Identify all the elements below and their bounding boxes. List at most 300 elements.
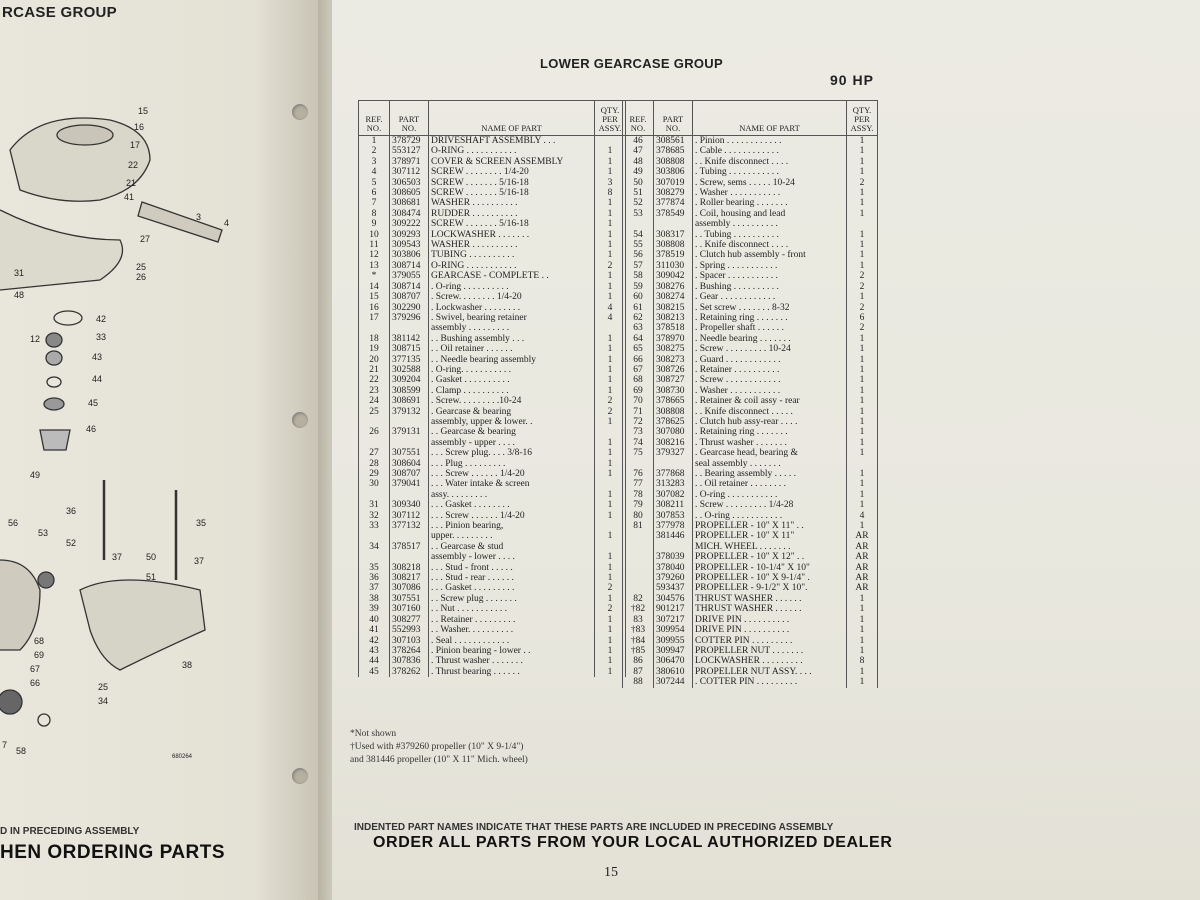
- part-no: 379041: [390, 479, 429, 489]
- table-row: [359, 375, 626, 385]
- part-no: 308604: [390, 459, 429, 469]
- ref-no: [359, 417, 390, 427]
- part-no: 308275: [654, 344, 693, 354]
- qty: 1: [595, 469, 626, 479]
- part-no: 378518: [654, 323, 693, 333]
- ref-no: 55: [623, 240, 654, 250]
- table-row: [359, 313, 626, 323]
- ref-no: 33: [359, 521, 390, 531]
- part-name: . Screw. . . . . . . . .10-24: [429, 396, 595, 406]
- ref-no: 21: [359, 365, 390, 375]
- header-name: NAME OF PART: [429, 101, 595, 136]
- qty: 1: [847, 677, 878, 687]
- qty: 1: [847, 604, 878, 614]
- table-row: [623, 240, 878, 250]
- ref-no: 61: [623, 303, 654, 313]
- part-name: PROPELLER NUT . . . . . . .: [693, 646, 847, 656]
- qty: 1: [847, 490, 878, 500]
- qty: 1: [847, 417, 878, 427]
- part-name: . Clutch hub assembly - front: [693, 250, 847, 260]
- qty: 1: [595, 438, 626, 448]
- part-name: . . . Screw . . . . . . 1/4-20: [429, 469, 595, 479]
- part-name: . . . Stud - rear . . . . . .: [429, 573, 595, 583]
- part-no: 308273: [654, 355, 693, 365]
- table-row: [359, 157, 626, 167]
- table-row: [359, 583, 626, 593]
- qty: 1: [847, 427, 878, 437]
- part-no: 379327: [654, 448, 693, 458]
- qty: 1: [847, 188, 878, 198]
- part-no: 901217: [654, 604, 693, 614]
- ref-no: 70: [623, 396, 654, 406]
- part-name: . . . Water intake & screen: [429, 479, 595, 489]
- table-row: [623, 230, 878, 240]
- table-row: [359, 178, 626, 188]
- part-name: . Pinion . . . . . . . . . . . .: [693, 136, 847, 147]
- table-row: [623, 636, 878, 646]
- qty: 1: [847, 334, 878, 344]
- part-no: 307082: [654, 490, 693, 500]
- part-no: [390, 490, 429, 500]
- table-row: [623, 427, 878, 437]
- part-name: . Screw . . . . . . . . . 1/4-28: [693, 500, 847, 510]
- table-row: [359, 261, 626, 271]
- qty: 1: [847, 157, 878, 167]
- qty: 1: [595, 386, 626, 396]
- ref-no: 19: [359, 344, 390, 354]
- table-row: [359, 604, 626, 614]
- qty: 1: [595, 667, 626, 677]
- part-no: 307836: [390, 656, 429, 666]
- part-name: . Spacer . . . . . . . . . . .: [693, 271, 847, 281]
- part-name: . Set screw . . . . . . . 8-32: [693, 303, 847, 313]
- part-no: 308213: [654, 313, 693, 323]
- table-row: [359, 250, 626, 260]
- qty: 1: [847, 469, 878, 479]
- ref-no: 78: [623, 490, 654, 500]
- part-name: DRIVESHAFT ASSEMBLY . . .: [429, 136, 595, 147]
- ref-no: 56: [623, 250, 654, 260]
- parts-table-left: [358, 100, 626, 677]
- table-row: [359, 469, 626, 479]
- svg-text:48: 48: [14, 290, 25, 300]
- part-name: . Tubing . . . . . . . . . . .: [693, 167, 847, 177]
- qty: 1: [595, 365, 626, 375]
- table-row: [623, 604, 878, 614]
- part-no: [390, 531, 429, 541]
- svg-text:56: 56: [8, 518, 19, 528]
- part-no: 308808: [654, 407, 693, 417]
- part-no: 307080: [654, 427, 693, 437]
- ref-no: 60: [623, 292, 654, 302]
- qty: 2: [595, 261, 626, 271]
- svg-text:36: 36: [66, 506, 77, 516]
- svg-text:26: 26: [136, 272, 147, 282]
- ref-no: 72: [623, 417, 654, 427]
- part-name: . Thrust washer . . . . . . .: [693, 438, 847, 448]
- table-row: [359, 573, 626, 583]
- part-name: . COTTER PIN . . . . . . . . .: [693, 677, 847, 687]
- part-name: . Clutch hub assy-rear . . . .: [693, 417, 847, 427]
- qty: [595, 479, 626, 489]
- svg-text:37: 37: [194, 556, 205, 566]
- table-row: [623, 552, 878, 562]
- part-no: 308605: [390, 188, 429, 198]
- ref-no: 15: [359, 292, 390, 302]
- ref-no: 59: [623, 282, 654, 292]
- binder-hole: [292, 412, 308, 428]
- qty: 8: [595, 188, 626, 198]
- table-row: [623, 396, 878, 406]
- part-name: . Retaining ring . . . . . . .: [693, 313, 847, 323]
- qty: 6: [847, 313, 878, 323]
- table-row: [623, 167, 878, 177]
- part-name: . Thrust bearing . . . . . .: [429, 667, 595, 677]
- qty: 1: [595, 282, 626, 292]
- qty: 1: [847, 240, 878, 250]
- part-name: . O-ring . . . . . . . . . .: [429, 282, 595, 292]
- qty: 1: [595, 219, 626, 229]
- ref-no: 38: [359, 594, 390, 604]
- part-no: 378262: [390, 667, 429, 677]
- qty: 1: [847, 375, 878, 385]
- part-name: . . Gearcase & stud: [429, 542, 595, 552]
- ref-no: 45: [359, 667, 390, 677]
- ref-no: 35: [359, 563, 390, 573]
- part-name: PROPELLER - 10" X 9-1/4" .: [693, 573, 847, 583]
- footnote-not-shown: *Not shown: [350, 729, 397, 739]
- part-name: . . Oil retainer . . . . . . . .: [693, 479, 847, 489]
- ref-no: 5: [359, 178, 390, 188]
- table-row: [359, 188, 626, 198]
- part-name: . Gearcase head, bearing &: [693, 448, 847, 458]
- part-no: 308715: [390, 344, 429, 354]
- svg-text:50: 50: [146, 552, 157, 562]
- ref-no: †84: [623, 636, 654, 646]
- part-name: . Roller bearing . . . . . . .: [693, 198, 847, 208]
- right-page: [332, 0, 1200, 900]
- table-row: [623, 261, 878, 271]
- table-row: [359, 459, 626, 469]
- qty: 1: [847, 521, 878, 531]
- qty: 1: [595, 511, 626, 521]
- part-no: 378040: [654, 563, 693, 573]
- qty: 2: [847, 303, 878, 313]
- part-name: . . . Plug . . . . . . . . .: [429, 459, 595, 469]
- ref-no: [623, 459, 654, 469]
- ref-no: 88: [623, 677, 654, 687]
- qty: 1: [847, 386, 878, 396]
- part-name: . . Gearcase & bearing: [429, 427, 595, 437]
- part-name: . . Oil retainer . . . . . .: [429, 344, 595, 354]
- table-row: [359, 594, 626, 604]
- part-no: 306503: [390, 178, 429, 188]
- qty: 4: [595, 313, 626, 323]
- table-row: [359, 636, 626, 646]
- qty: 1: [595, 271, 626, 281]
- ref-no: 73: [623, 427, 654, 437]
- svg-text:43: 43: [92, 352, 103, 362]
- qty: 1: [595, 375, 626, 385]
- part-name: . Seal . . . . . . . . . . . .: [429, 636, 595, 646]
- part-no: [654, 459, 693, 469]
- part-name: . . . Screw . . . . . . 1/4-20: [429, 511, 595, 521]
- part-no: 308561: [654, 136, 693, 147]
- part-no: 378729: [390, 136, 429, 147]
- part-name: . Gasket . . . . . . . . . .: [429, 375, 595, 385]
- table-row: [359, 438, 626, 448]
- ref-no: 75: [623, 448, 654, 458]
- ref-no: 17: [359, 313, 390, 323]
- table-row: [623, 500, 878, 510]
- qty: AR: [847, 573, 878, 583]
- part-no: 308211: [654, 500, 693, 510]
- part-no: 308808: [654, 157, 693, 167]
- ref-no: 2: [359, 146, 390, 156]
- part-name: assembly - lower . . . .: [429, 552, 595, 562]
- page-number: 15: [604, 865, 618, 880]
- part-name: WASHER . . . . . . . . . .: [429, 198, 595, 208]
- part-no: 309340: [390, 500, 429, 510]
- part-no: [654, 219, 693, 229]
- ref-no: 9: [359, 219, 390, 229]
- qty: 1: [595, 531, 626, 541]
- ref-no: 42: [359, 636, 390, 646]
- qty: 1: [847, 667, 878, 677]
- part-no: 377868: [654, 469, 693, 479]
- part-no: 381446: [654, 531, 693, 541]
- qty: 1: [847, 167, 878, 177]
- ref-no: 26: [359, 427, 390, 437]
- table-row: [359, 209, 626, 219]
- qty: AR: [847, 563, 878, 573]
- part-no: 378665: [654, 396, 693, 406]
- part-name: assembly . . . . . . . . . .: [693, 219, 847, 229]
- ref-no: 41: [359, 625, 390, 635]
- table-row: [359, 427, 626, 437]
- part-no: 303806: [654, 167, 693, 177]
- parts-table-right: [622, 100, 878, 688]
- svg-text:53: 53: [38, 528, 49, 538]
- header-ref: REF. NO.: [623, 101, 654, 136]
- part-name: . . Screw plug . . . . . . .: [429, 594, 595, 604]
- ref-no: 6: [359, 188, 390, 198]
- horsepower-label: 90 HP: [830, 72, 874, 88]
- svg-text:35: 35: [196, 518, 207, 528]
- ref-no: 66: [623, 355, 654, 365]
- qty: 1: [847, 479, 878, 489]
- ref-no: 53: [623, 209, 654, 219]
- table-row: [359, 303, 626, 313]
- part-no: 302588: [390, 365, 429, 375]
- part-no: [390, 438, 429, 448]
- ref-no: 79: [623, 500, 654, 510]
- ref-no: 3: [359, 157, 390, 167]
- table-row: [359, 479, 626, 489]
- ref-no: 43: [359, 646, 390, 656]
- table-row: [623, 303, 878, 313]
- part-name: . Screw . . . . . . . . . 10-24: [693, 344, 847, 354]
- qty: 4: [595, 303, 626, 313]
- part-no: 380610: [654, 667, 693, 677]
- qty: [595, 542, 626, 552]
- ref-no: 62: [623, 313, 654, 323]
- table-row: [359, 490, 626, 500]
- ref-no: 39: [359, 604, 390, 614]
- part-no: 308277: [390, 615, 429, 625]
- qty: 1: [847, 146, 878, 156]
- part-name: . . Nut . . . . . . . . . . .: [429, 604, 595, 614]
- qty: 1: [847, 344, 878, 354]
- part-name: . Screw. . . . . . . . 1/4-20: [429, 292, 595, 302]
- part-no: 552993: [390, 625, 429, 635]
- ref-no: 57: [623, 261, 654, 271]
- table-row: [359, 240, 626, 250]
- part-name: . Needle bearing . . . . . . .: [693, 334, 847, 344]
- svg-text:21: 21: [126, 178, 137, 188]
- qty: 4: [847, 511, 878, 521]
- ref-no: 29: [359, 469, 390, 479]
- qty: 3: [595, 178, 626, 188]
- qty: [595, 136, 626, 147]
- part-no: 308730: [654, 386, 693, 396]
- part-no: 553127: [390, 146, 429, 156]
- table-row: [623, 271, 878, 281]
- qty: 1: [847, 292, 878, 302]
- ref-no: [623, 583, 654, 593]
- part-no: 307112: [390, 167, 429, 177]
- ref-no: 13: [359, 261, 390, 271]
- table-row: [359, 136, 626, 147]
- ref-no: 34: [359, 542, 390, 552]
- part-name: . . . Stud - front . . . . .: [429, 563, 595, 573]
- table-row: [623, 313, 878, 323]
- ref-no: 82: [623, 594, 654, 604]
- table-row: [623, 459, 878, 469]
- ref-no: 52: [623, 198, 654, 208]
- ref-no: †85: [623, 646, 654, 656]
- part-no: 379131: [390, 427, 429, 437]
- part-name: . Retainer & coil assy - rear: [693, 396, 847, 406]
- qty: 1: [847, 646, 878, 656]
- part-no: 379132: [390, 407, 429, 417]
- part-no: 378625: [654, 417, 693, 427]
- ref-no: 20: [359, 355, 390, 365]
- qty: 1: [595, 615, 626, 625]
- header-part: PART NO.: [654, 101, 693, 136]
- table-row: [623, 490, 878, 500]
- part-no: 377132: [390, 521, 429, 531]
- table-row: [623, 355, 878, 365]
- table-row: [359, 365, 626, 375]
- table-row: [623, 334, 878, 344]
- table-row: [623, 365, 878, 375]
- table-row: [359, 198, 626, 208]
- table-row: [623, 219, 878, 229]
- ref-no: [359, 490, 390, 500]
- table-row: [359, 355, 626, 365]
- table-row: [359, 167, 626, 177]
- ref-no: 87: [623, 667, 654, 677]
- ref-no: [623, 219, 654, 229]
- ref-no: 22: [359, 375, 390, 385]
- part-no: 378519: [654, 250, 693, 260]
- ref-no: †83: [623, 625, 654, 635]
- part-no: 377135: [390, 355, 429, 365]
- qty: 2: [595, 604, 626, 614]
- qty: 1: [847, 448, 878, 458]
- binder-hole: [292, 768, 308, 784]
- qty: 1: [595, 625, 626, 635]
- qty: [595, 323, 626, 333]
- part-name: . . . Gasket . . . . . . . .: [429, 500, 595, 510]
- svg-text:69: 69: [34, 650, 45, 660]
- part-name: GEARCASE - COMPLETE . .: [429, 271, 595, 281]
- part-no: 308707: [390, 469, 429, 479]
- qty: 1: [847, 136, 878, 147]
- svg-text:46: 46: [86, 424, 97, 434]
- ref-no: 30: [359, 479, 390, 489]
- part-name: THRUST WASHER . . . . . .: [693, 594, 847, 604]
- table-row: [623, 292, 878, 302]
- qty: 1: [595, 250, 626, 260]
- svg-text:3: 3: [196, 212, 202, 222]
- ref-no: [623, 542, 654, 552]
- part-no: 379055: [390, 271, 429, 281]
- ref-no: 46: [623, 136, 654, 147]
- part-no: 377978: [654, 521, 693, 531]
- qty: 1: [595, 490, 626, 500]
- part-no: 308218: [390, 563, 429, 573]
- table-row: [623, 146, 878, 156]
- svg-text:7: 7: [2, 740, 8, 750]
- part-name: COVER & SCREEN ASSEMBLY: [429, 157, 595, 167]
- part-name: assy. . . . . . . . .: [429, 490, 595, 500]
- binder-hole: [292, 104, 308, 120]
- ref-no: 50: [623, 178, 654, 188]
- ref-no: 25: [359, 407, 390, 417]
- ref-no: 68: [623, 375, 654, 385]
- svg-text:52: 52: [66, 538, 77, 548]
- table-row: [359, 146, 626, 156]
- table-row: [359, 563, 626, 573]
- qty: AR: [847, 552, 878, 562]
- part-name: WASHER . . . . . . . . . .: [429, 240, 595, 250]
- table-row: [359, 334, 626, 344]
- table-row: [359, 407, 626, 417]
- ref-no: 28: [359, 459, 390, 469]
- table-row: [359, 417, 626, 427]
- svg-text:12: 12: [30, 334, 41, 344]
- ref-no: [623, 563, 654, 573]
- part-name: . Clamp . . . . . . . . . .: [429, 386, 595, 396]
- part-name: SCREW . . . . . . . 5/16-18: [429, 219, 595, 229]
- part-name: . Spring . . . . . . . . . . .: [693, 261, 847, 271]
- ref-no: 31: [359, 500, 390, 510]
- qty: 1: [847, 198, 878, 208]
- ref-no: 16: [359, 303, 390, 313]
- part-name: O-RING . . . . . . . . . . .: [429, 261, 595, 271]
- qty: 1: [847, 209, 878, 219]
- part-name: . Guard . . . . . . . . . . . .: [693, 355, 847, 365]
- part-name: PROPELLER - 10" X 12" . .: [693, 552, 847, 562]
- table-row: [623, 344, 878, 354]
- ref-no: 51: [623, 188, 654, 198]
- table-row: [623, 511, 878, 521]
- part-name: SCREW . . . . . . . 5/16-18: [429, 188, 595, 198]
- table-row: [359, 500, 626, 510]
- svg-text:49: 49: [30, 470, 41, 480]
